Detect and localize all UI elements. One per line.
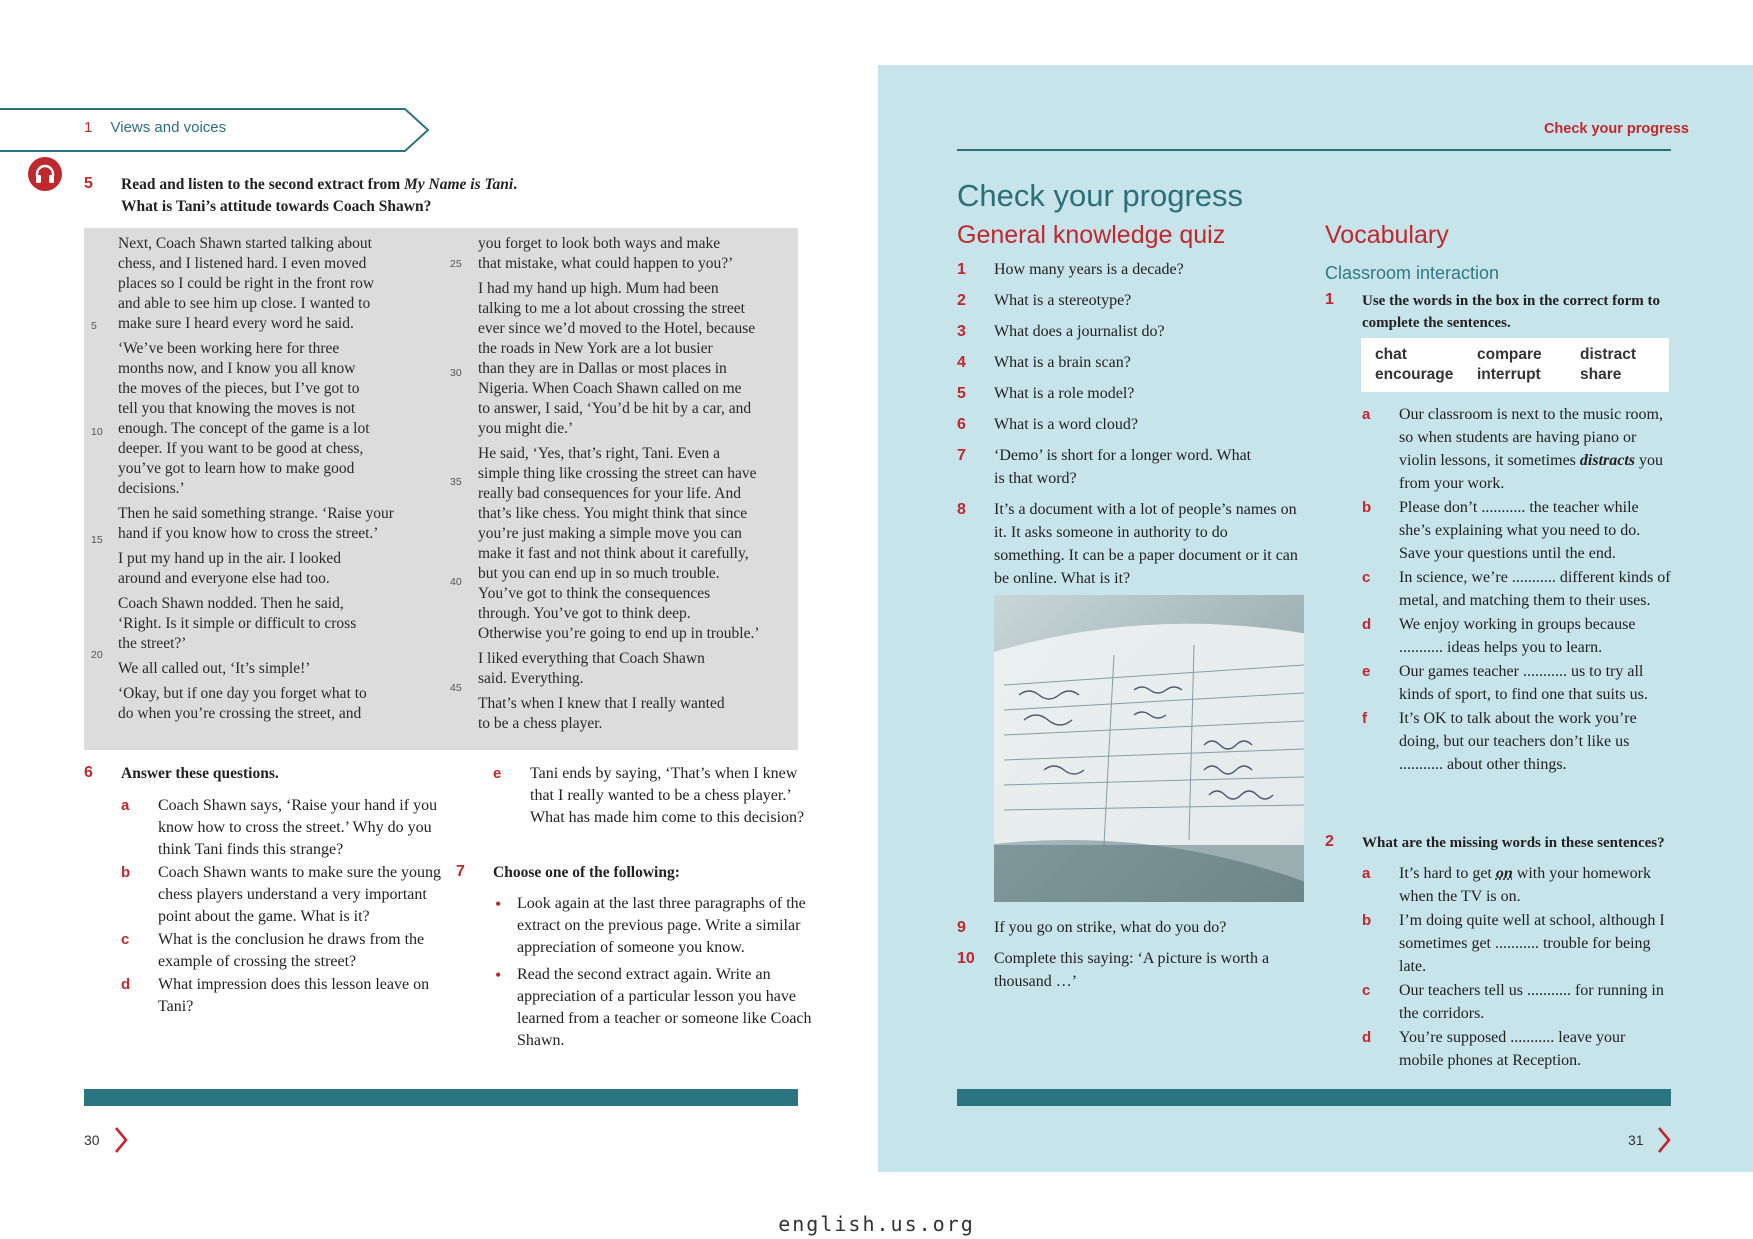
exercise-item: d We enjoy working in groups because ........... ideas helps you to learn. (1362, 616, 1636, 656)
extract-line: that’s like chess. You might think that since (478, 505, 748, 522)
exercise-item: a It’s hard to get on with your homework when the TV is on. (1362, 865, 1651, 905)
extract-line: deeper. If you want to be good at chess, (118, 440, 364, 457)
extract-line: make sure I heard every word he said. (118, 315, 354, 332)
quiz-list-continued (957, 916, 1297, 1001)
extract-line: around and everyone else had too. (118, 570, 330, 587)
footer-bar (84, 1089, 798, 1106)
exercise-item: f It’s OK to talk about the work you’re doing, but our teachers don’t like us ........... about other things. (1362, 710, 1637, 773)
answer-example: distracts (1579, 452, 1636, 469)
extract-line: to be a chess player. (478, 715, 603, 732)
page-number: 31 (1628, 1132, 1644, 1148)
chapter-tab (0, 108, 432, 152)
extract-line: ever since we’d moved to the Hotel, because (478, 320, 756, 337)
page-title: Check your progress (957, 178, 1244, 213)
extract-paragraph (118, 504, 448, 544)
exercise-item: b Please don’t ........... the teacher while she’s explaining what you need to do. Save your questions until the end. (1362, 499, 1641, 562)
vocab-2-number: 2 (1325, 833, 1334, 850)
extract-line: ‘Okay, but if one day you forget what to (118, 685, 367, 702)
exercise-item: e Our games teacher ........... us to try all kinds of sport, to find one that suits us. (1362, 663, 1648, 703)
extract-column-1 (118, 234, 448, 729)
extract-line: Nigeria. When Coach Shawn called on me (478, 380, 742, 397)
extract-line: ‘We’ve been working here for three (118, 340, 340, 357)
extract-line: Next, Coach Shawn started talking about (118, 235, 372, 252)
vocabulary-subtitle: Classroom interaction (1325, 263, 1500, 283)
header-rule (957, 149, 1671, 151)
line-number: 30 (450, 367, 462, 379)
question-item: d What impression does this lesson leave on Tani? (121, 976, 430, 1015)
reading-extract (84, 228, 798, 750)
extract-line: the moves of the pieces, but I’ve got to (118, 380, 360, 397)
extract-line: simple thing like crossing the street can have (478, 465, 757, 482)
extract-line: you’ve got to learn how to make good (118, 460, 355, 477)
extract-line: do when you’re crossing the street, and (118, 705, 362, 722)
quiz-item: 3 What does a journalist do? (957, 323, 1165, 340)
quiz-item: 4 What is a brain scan? (957, 354, 1131, 371)
extract-line: decisions.’ (118, 480, 185, 497)
extract-line: the roads in New York are a lot busier (478, 340, 713, 357)
word-chip: chat (1375, 346, 1407, 363)
word-chip: compare (1477, 346, 1542, 363)
quiz-item: 7 ‘Demo’ is short for a longer word. What is that word? (957, 447, 1252, 487)
line-number: 25 (450, 258, 462, 270)
extract-paragraph (118, 234, 448, 334)
exercise-item: b I’m doing quite well at school, although I sometimes get ........... trouble for being late. (1362, 912, 1665, 975)
extract-line: I had my hand up high. Mum had been (478, 280, 719, 297)
option-bullet: • Read the second extract again. Write an appreciation of a particular lesson you have learned from a teacher or someone like Coach Shawn. (493, 964, 813, 1052)
quiz-item: 6 What is a word cloud? (957, 416, 1138, 433)
exercise-item: d You’re supposed ........... leave your mobile phones at Reception. (1362, 1029, 1626, 1069)
vocab-1-instruction: Use the words in the box in the correct form to complete the sentences. (1362, 293, 1661, 331)
petition-photo (994, 595, 1304, 902)
extract-line: I put my hand up in the air. I looked (118, 550, 341, 567)
extract-paragraph (118, 684, 448, 724)
quiz-item: 8 It’s a document with a lot of people’s names on it. It asks someone in authority to do something. It can be a paper document or it can be online. What is it? (957, 501, 1298, 587)
quiz-title: General knowledge quiz (957, 221, 1226, 249)
extract-paragraph (478, 234, 798, 274)
site-footer: english.us.org (778, 1212, 975, 1236)
question-item: a Coach Shawn says, ‘Raise your hand if you know how to cross the street.’ Why do you think Tani finds this strange? (121, 797, 438, 858)
extract-line: you’re just making a simple move you can (478, 525, 742, 542)
question-item: c What is the conclusion he draws from the example of crossing the street? (121, 931, 425, 970)
extract-line: He said, ‘Yes, that’s right, Tani. Even a (478, 445, 721, 462)
extract-paragraph (478, 279, 798, 439)
quiz-item: 1 How many years is a decade? (957, 261, 1184, 278)
extract-line: and able to see him up close. I wanted to (118, 295, 371, 312)
question-6-number: 6 (84, 764, 93, 781)
line-number: 5 (91, 320, 97, 332)
quiz-item: 5 What is a role model? (957, 385, 1135, 402)
question-6-list-right (493, 763, 808, 830)
line-number: 20 (91, 649, 103, 661)
extract-paragraph (118, 339, 448, 499)
extract-line: than they are in Dallas or most places in (478, 360, 727, 377)
extract-column-2 (478, 234, 798, 739)
question-item: e Tani ends by saying, ‘That’s when I knew that I really wanted to be a chess player.’ What has made him come to this decision? (493, 765, 805, 826)
question-7-number: 7 (456, 863, 465, 880)
extract-paragraph (118, 594, 448, 654)
extract-line: but you can end up in so much trouble. (478, 565, 720, 582)
question-6-instruction: Answer these questions. (121, 765, 279, 782)
extract-paragraph (478, 444, 798, 644)
footer-bar (957, 1089, 1671, 1106)
extract-line: you might die.’ (478, 420, 574, 437)
section-label: Check your progress (1543, 121, 1689, 137)
extract-paragraph (478, 694, 798, 734)
line-number: 10 (91, 426, 103, 438)
word-chip: share (1580, 366, 1622, 383)
extract-line: places so I could be right in the front row (118, 275, 375, 292)
extract-line: hand if you know how to cross the street.’ (118, 525, 379, 542)
right-page (878, 65, 1753, 1172)
word-chip: encourage (1375, 366, 1454, 383)
extract-line: the street?’ (118, 635, 187, 652)
extract-paragraph (118, 659, 448, 679)
quiz-item: 2 What is a stereotype? (957, 292, 1132, 309)
answer-example: on (1495, 865, 1513, 882)
extract-paragraph (478, 649, 798, 689)
line-number: 15 (91, 534, 103, 546)
quiz-item: 9 If you go on strike, what do you do? (957, 919, 1227, 936)
extract-line: through. You’ve got to think deep. (478, 605, 691, 622)
option-bullet: • Look again at the last three paragraphs of the extract on the previous page. Write a similar appreciation of someone you know. (493, 893, 813, 959)
vocab-2-items (1362, 862, 1672, 1073)
extract-line: ‘Right. Is it simple or difficult to cross (118, 615, 357, 632)
line-number: 45 (450, 682, 462, 694)
question-item: b Coach Shawn wants to make sure the young chess players understand a very important point about the game. What is it? (121, 864, 442, 925)
vocab-1-number: 1 (1325, 291, 1334, 308)
question-6-list-left (121, 795, 443, 1019)
extract-line: Otherwise you’re going to end up in trouble.’ (478, 625, 760, 642)
vocabulary-title: Vocabulary (1325, 221, 1449, 249)
word-chip: distract (1580, 346, 1636, 363)
extract-line: months now, and I know you all know (118, 360, 356, 377)
extract-line: I liked everything that Coach Shawn (478, 650, 705, 667)
chevron-right-icon[interactable] (1656, 1126, 1672, 1154)
extract-line: That’s when I knew that I really wanted (478, 695, 725, 712)
question-7-instruction: Choose one of the following: (493, 864, 680, 881)
extract-line: We all called out, ‘It’s simple!’ (118, 660, 311, 677)
headphones-icon[interactable] (28, 157, 62, 191)
word-box (1361, 338, 1669, 392)
extract-line: you forget to look both ways and make (478, 235, 721, 252)
question-7-options (493, 893, 813, 1057)
extract-line: Coach Shawn nodded. Then he said, (118, 595, 344, 612)
page-number: 30 (84, 1132, 100, 1148)
extract-line: said. Everything. (478, 670, 584, 687)
exercise-item: c In science, we’re ........... different kinds of metal, and matching them to their uses. (1362, 569, 1671, 609)
extract-line: talking to me a lot about crossing the street (478, 300, 745, 317)
chevron-right-icon[interactable] (113, 1126, 129, 1154)
extract-line: Then he said something strange. ‘Raise your (118, 505, 394, 522)
extract-paragraph (118, 549, 448, 589)
quiz-list (957, 258, 1297, 598)
chapter-title: Views and voices (110, 119, 227, 136)
vocab-1-items (1362, 403, 1672, 777)
word-chip: interrupt (1477, 366, 1541, 383)
extract-line: to answer, I said, ‘You’d be hit by a car, and (478, 400, 752, 417)
line-number: 40 (450, 576, 462, 588)
line-number: 35 (450, 476, 462, 488)
extract-line: that mistake, what could happen to you?’ (478, 255, 734, 272)
question-5-number: 5 (84, 175, 93, 192)
chapter-number: 1 (84, 119, 93, 136)
extract-line: really bad consequences for your life. And (478, 485, 741, 502)
vocab-2-instruction: What are the missing words in these sentences? (1362, 835, 1665, 851)
extract-line: chess, and I listened hard. I even moved (118, 255, 367, 272)
exercise-item: c Our teachers tell us ........... for running in the corridors. (1362, 982, 1664, 1022)
quiz-item: 10 Complete this saying: ‘A picture is worth a thousand …’ (957, 950, 1270, 990)
extract-line: make it fast and not think about it carefully, (478, 545, 749, 562)
extract-line: tell you that knowing the moves is not (118, 400, 356, 417)
extract-line: enough. The concept of the game is a lot (118, 420, 370, 437)
exercise-item: a Our classroom is next to the music room, so when students are having piano or violin lessons, it sometimes distracts you from your work. (1362, 406, 1664, 492)
question-5-instruction: Read and listen to the second extract from My Name is Tani. What is Tani’s attitude towards Coach Shawn? (121, 176, 518, 215)
extract-line: You’ve got to think the consequences (478, 585, 711, 602)
